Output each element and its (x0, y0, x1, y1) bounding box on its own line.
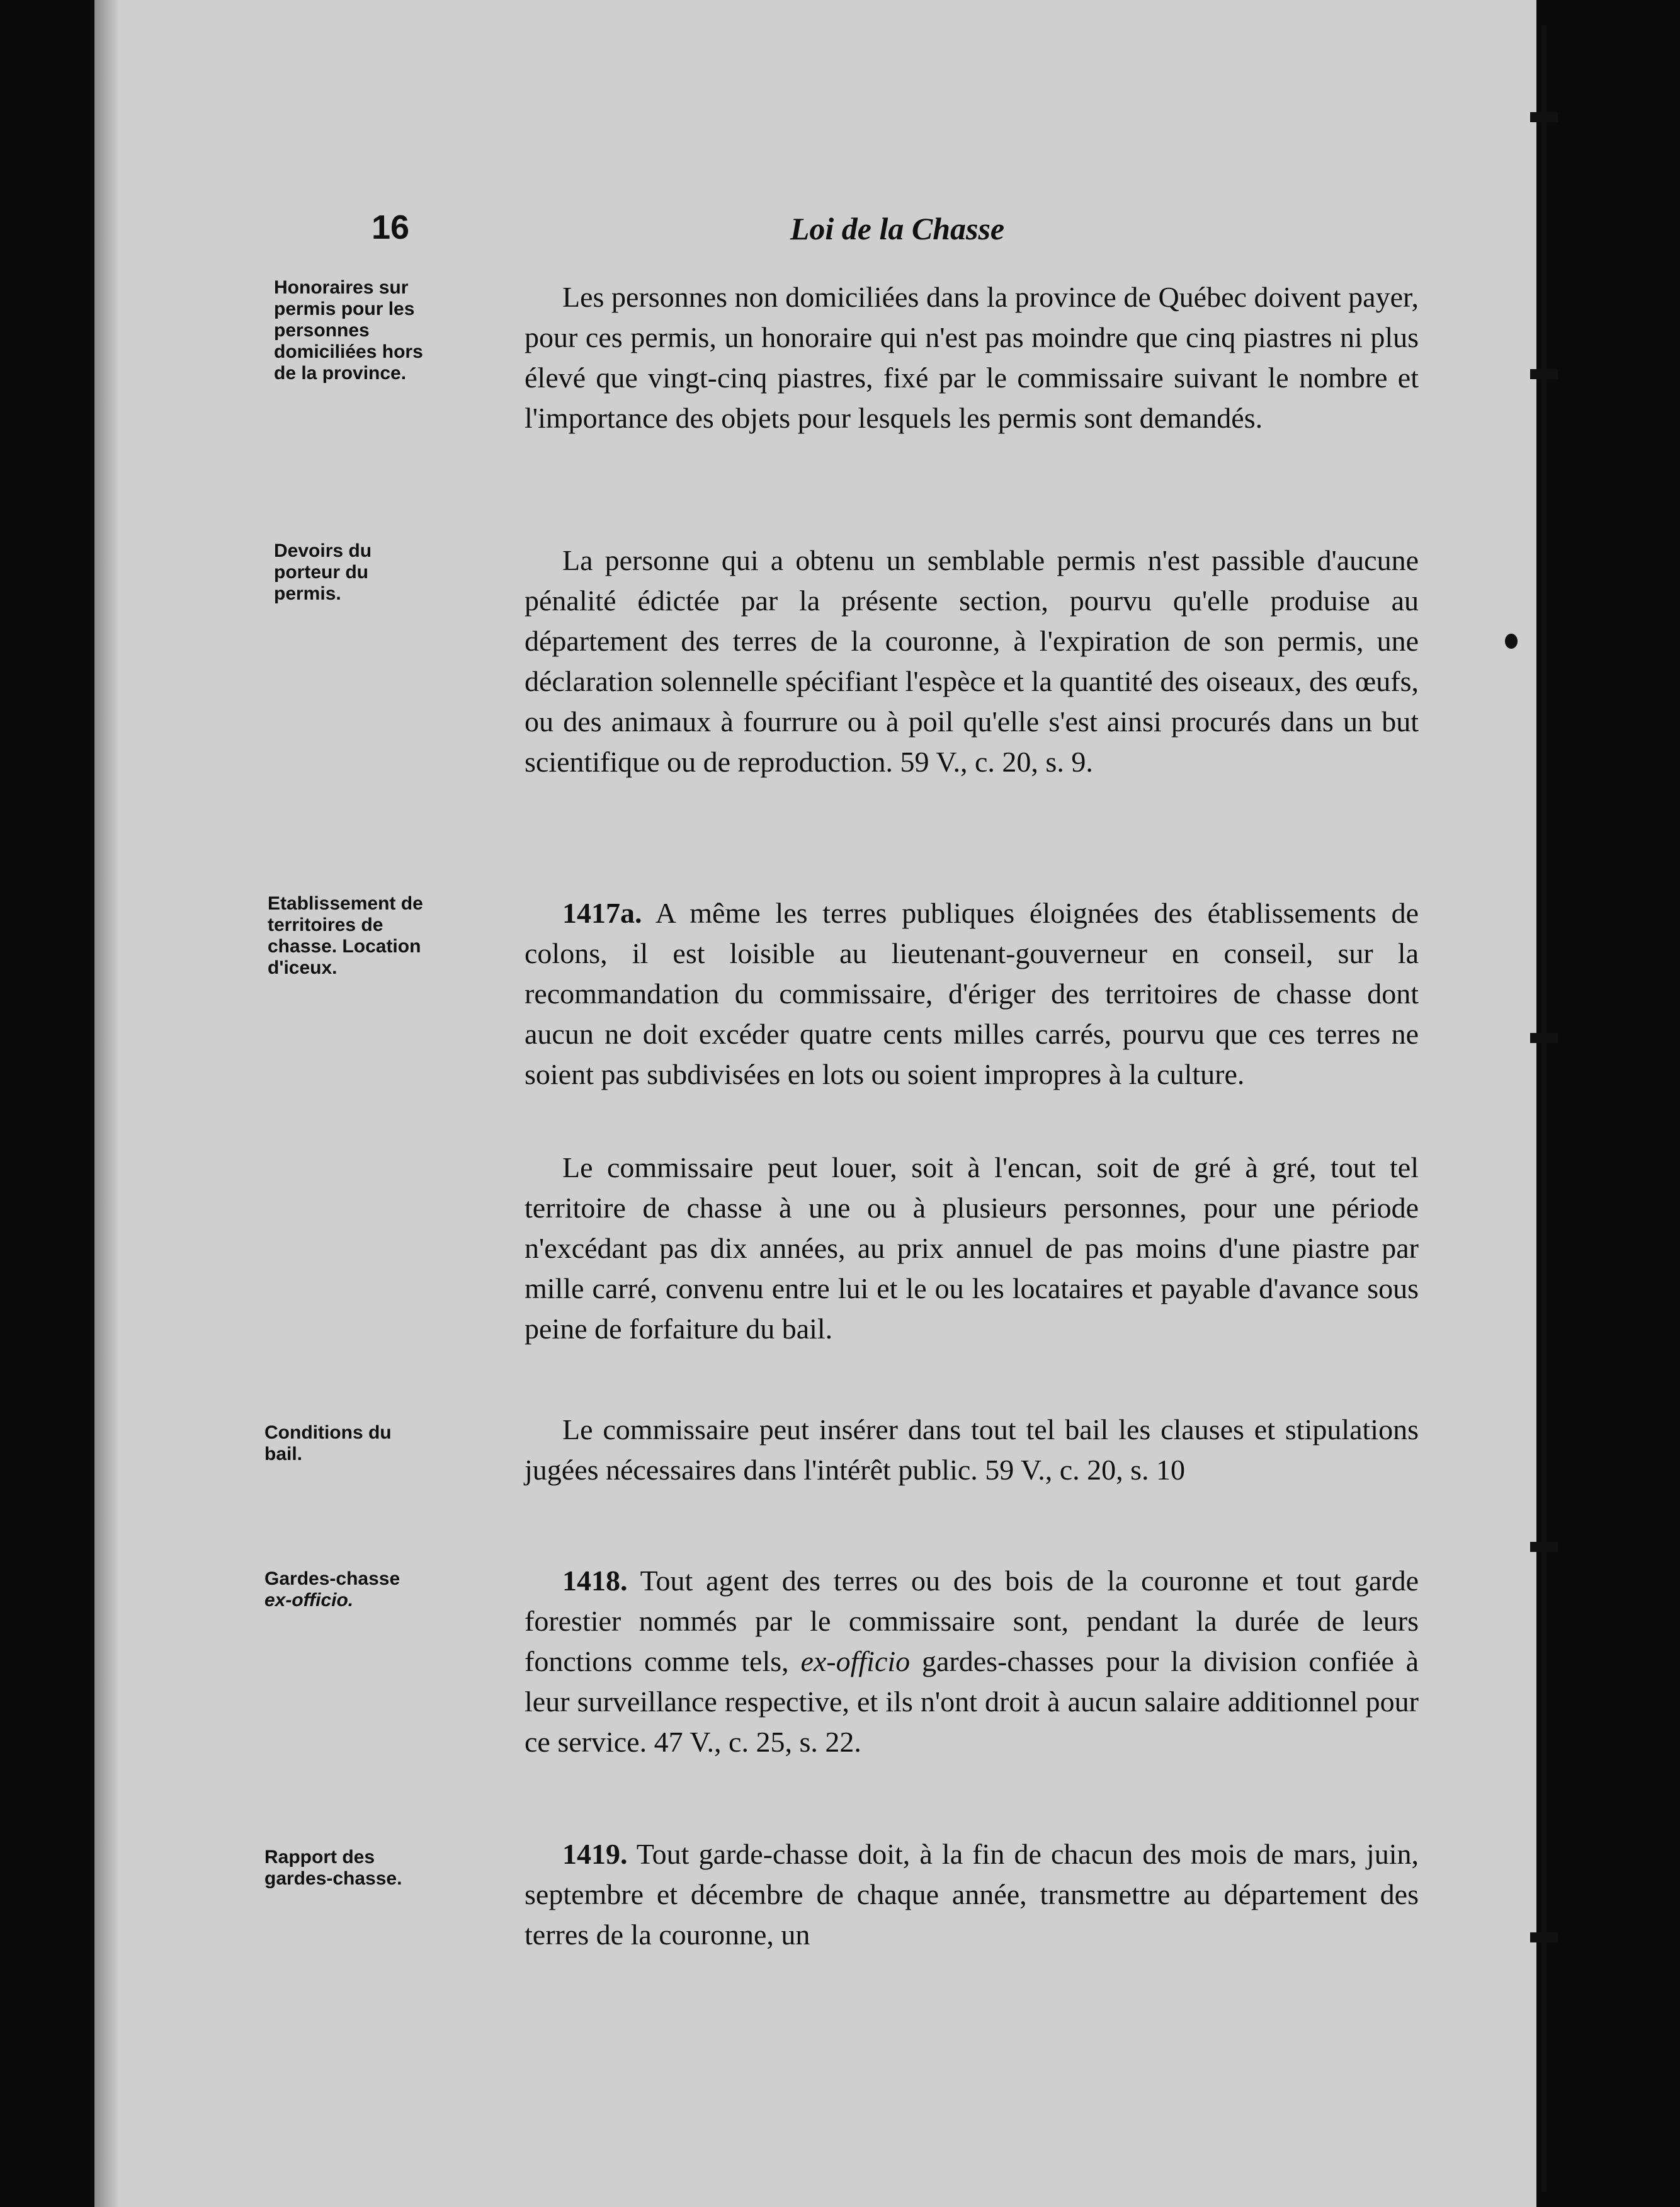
margin-note-gardes-text: Gardes-chasse (264, 1568, 400, 1589)
paragraph-1417a-text: A même les terres publiques éloignées des établissements de colons, il est loisible au lieutenant-gouverneur en conseil, sur la recommandation du commissaire, d'ériger des territoires de chasse dont aucun ne doit excéder quatre cents milles carrés, pourvu que ces terres ne soient pas subdivisées en lots ou soient impropres à la culture. (525, 897, 1419, 1090)
margin-note-etablissement: Etablissement de territoires de chasse. Location d'iceux. (268, 893, 423, 978)
running-title: Loi de la Chasse (790, 211, 1005, 246)
paragraph-1417a (525, 893, 1419, 1095)
gutter-tick (1530, 1033, 1558, 1043)
margin-note-conditions: Conditions du bail. (264, 1422, 392, 1464)
scanned-page (94, 0, 1536, 2207)
paragraph-1418-text-a: Tout agent des terres ou des bois de la couronne et tout garde forestier nommés par le commissaire sont, pendant la durée de leurs fonctions comme tels, (525, 1565, 1419, 1677)
margin-note-devoirs: Devoirs du porteur du permis. (274, 540, 372, 604)
paragraph-1418-italic: ex-officio (800, 1645, 911, 1677)
page-number: 16 (372, 208, 410, 246)
gutter-tick (1530, 1932, 1558, 1942)
paragraph-conditions: Le commissaire peut insérer dans tout tel bail les clauses et stipulations jugées nécessaires dans l'intérêt public. 59 V., c. 20, s. 10 (525, 1413, 1419, 1486)
margin-note-rapport: Rapport des gardes-chasse. (264, 1847, 402, 1889)
gutter-tick (1530, 369, 1558, 379)
paragraph-honoraires: Les personnes non domiciliées dans la province de Québec doivent payer, pour ces permis, un honoraire qui n'est pas moindre que cinq piastres ni plus élevé que vingt-cinq piastres, fixé par le commissaire suivant le nombre et l'importance des objets pour lesquels les permis sont demandés. (525, 281, 1419, 434)
paragraph-1418 (525, 1561, 1419, 1762)
margin-note-gardes (264, 1568, 422, 1611)
ink-speck (1505, 634, 1518, 649)
page-header (372, 208, 1423, 258)
margin-note-gardes-italic: ex-officio. (264, 1590, 354, 1611)
section-number-1418: 1418. (562, 1565, 628, 1597)
paragraph-devoirs: La personne qui a obtenu un semblable permis n'est passible d'aucune pénalité édictée par la présente section, pourvu qu'elle produise au département des terres de la couronne, à l'expiration de son permis, une déclaration solennelle spécifiant l'espèce et la quantité des oiseaux, des œufs, ou des animaux à fourrure ou à poil qu'elle s'est ainsi procurés dans un but scientifique ou de reproduction. 59 V., c. 20, s. 9. (525, 544, 1419, 778)
margin-note-honoraires: Honoraires sur permis pour les personnes domiciliées hors de la province. (274, 277, 423, 384)
paragraph-location: Le commissaire peut louer, soit à l'encan, soit de gré à gré, tout tel territoire de chasse à une ou à plusieurs personnes, pour une période n'excédant pas dix années, au prix annuel de pas moins d'une piastre par mille carré, convenu entre lui et le ou les locataires et payable d'avance sous peine de forfaiture du bail. (525, 1151, 1419, 1345)
section-number-1419: 1419. (562, 1838, 628, 1870)
paragraph-1419 (525, 1834, 1419, 1955)
section-number-1417a: 1417a. (562, 897, 642, 929)
gutter-line (1541, 25, 1547, 2192)
paragraph-1419-text: Tout garde-chasse doit, à la fin de chacun des mois de mars, juin, septembre et décembre de chaque année, transmettre au département des terres de la couronne, un (525, 1838, 1419, 1951)
gutter-tick (1530, 112, 1558, 122)
paragraph-1418-text-b: gardes-chasses pour la division confiée à leur surveillance respective, et ils n'ont droit à aucun salaire additionnel pour ce service. 47 V., c. 25, s. 22. (525, 1645, 1419, 1758)
gutter-tick (1530, 1542, 1558, 1552)
